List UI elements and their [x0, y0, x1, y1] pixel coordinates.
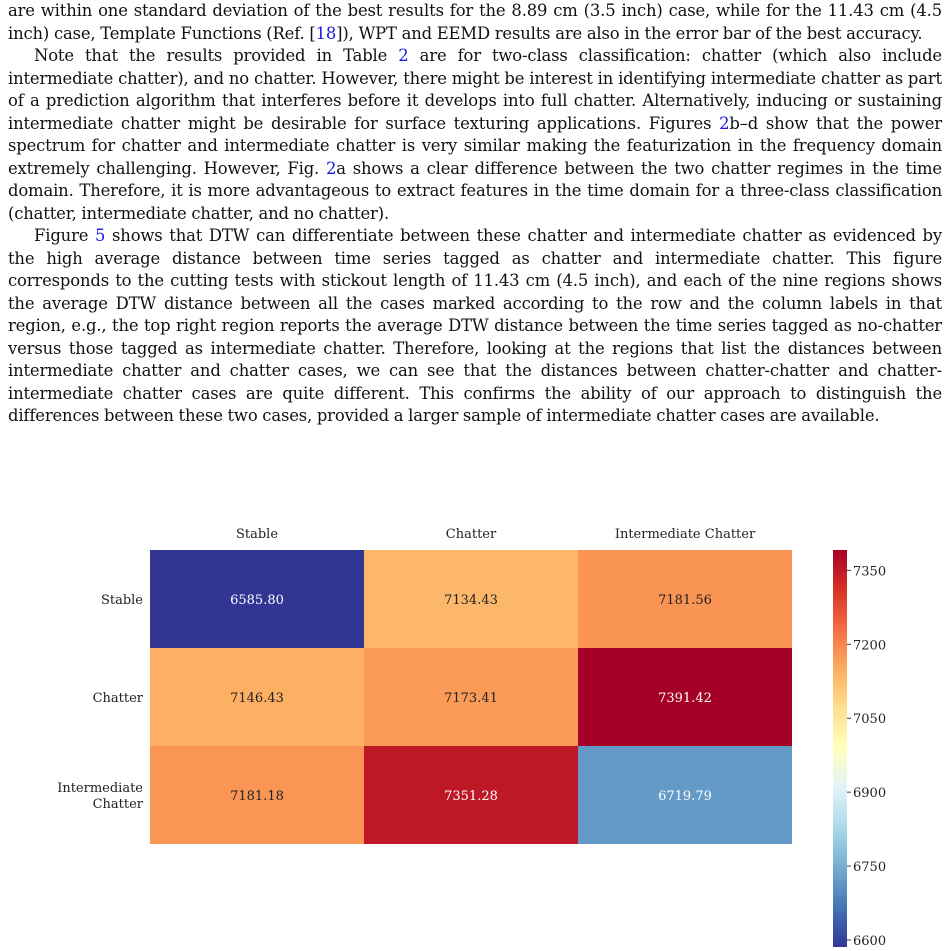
colorbar-tick-label: 6900 — [853, 786, 887, 802]
text-run: Figure — [34, 226, 96, 245]
row-label: Chatter — [92, 797, 143, 812]
cell-value-label: 7351.28 — [444, 789, 498, 804]
cell-value-label: 7181.18 — [230, 789, 284, 804]
text-run: shows that DTW can differentiate between these chatter and intermediate chatter as evidenced by the high average distance between time series tagged as chatter and intermediate chatter. This figure corresponds to the cutting tests with stickout length of 11.43 cm (4.5 inch), and each of the nine regions shows the average DTW distance between all the cases marked according to the row and the column labels in that region, e.g., the top right region reports the average DTW distance between the time series tagged as no-chatter versus those tagged as intermediate chatter. Therefore, looking at the regions that list the distances between intermediate chatter and chatter cases, we can see that the distances between chatter-chatter and chatter-intermediate chatter cases are quite different. This confirms the ability of our approach to distinguish the differences between these two cases, provided a larger sample of intermediate chatter cases are available. — [8, 226, 943, 425]
colorbar — [833, 550, 847, 947]
figure-ref-link[interactable]: 2 — [325, 158, 337, 178]
cell-value-label: 6585.80 — [230, 593, 284, 608]
text-run: are within one standard deviation of the best results for the 8.89 cm (3.5 inch) case, while for the 11.43 cm (4.5 inch) case, Template Functions (Ref. [ — [8, 1, 942, 43]
column-label: Intermediate Chatter — [614, 527, 756, 542]
row-label: Chatter — [92, 691, 143, 706]
text-run: b–d show that the power spectrum for chatter and intermediate chatter is very similar making the featurization in the frequency domain extremely challenging. However, Fig. — [8, 113, 942, 178]
cell-value-label: 7146.43 — [230, 691, 284, 706]
heatmap-chart — [0, 510, 948, 951]
paragraph-1 — [8, 0, 942, 45]
table-ref-link[interactable]: 2 — [398, 46, 409, 65]
colorbar-tick-label: 7200 — [853, 638, 887, 654]
citation-link[interactable]: 18 — [315, 23, 337, 43]
paragraph-2 — [8, 45, 942, 225]
row-label: Intermediate — [57, 781, 143, 796]
cell-value-label: 7391.42 — [658, 691, 712, 706]
colorbar-tick-label: 7050 — [853, 712, 887, 728]
cell-value-label: 6719.79 — [658, 789, 712, 804]
figure-ref-link[interactable]: 2 — [719, 113, 730, 133]
cell-value-label: 7134.43 — [444, 593, 498, 608]
paragraph-3 — [8, 225, 942, 428]
text-run: ]), WPT and EEMD results are also in the error bar of the best accuracy. — [336, 23, 923, 43]
heatmap-figure — [0, 510, 948, 951]
row-label: Stable — [100, 593, 143, 608]
colorbar-tick-label: 7350 — [853, 564, 887, 580]
colorbar-tick-label: 6750 — [853, 860, 887, 876]
text-run: Note that the results provided in Table — [34, 46, 399, 65]
text-run: are for two-class classification: chatter (which also include intermediate chatter), and no chatter. However, there might be interest in identifying intermediate chatter as part of a prediction algorithm that interferes before it develops into full chatter. Alternatively, inducing or sustaining intermediate chatter might be desirable for surface texturing applications. Figures — [8, 46, 942, 133]
colorbar-tick-label: 6600 — [853, 934, 887, 950]
body-text — [8, 0, 942, 428]
cell-value-label: 7173.41 — [444, 691, 498, 706]
column-label: Stable — [235, 527, 279, 542]
column-label: Chatter — [445, 527, 497, 542]
cell-value-label: 7181.56 — [658, 593, 712, 608]
text-run: a shows a clear difference between the two chatter regimes in the time domain. Therefore, it is more advantageous to extract features in the time domain for a three-class classification (chatter, intermediate chatter, and no chatter). — [8, 158, 942, 223]
figure-ref-link[interactable]: 5 — [95, 226, 106, 245]
